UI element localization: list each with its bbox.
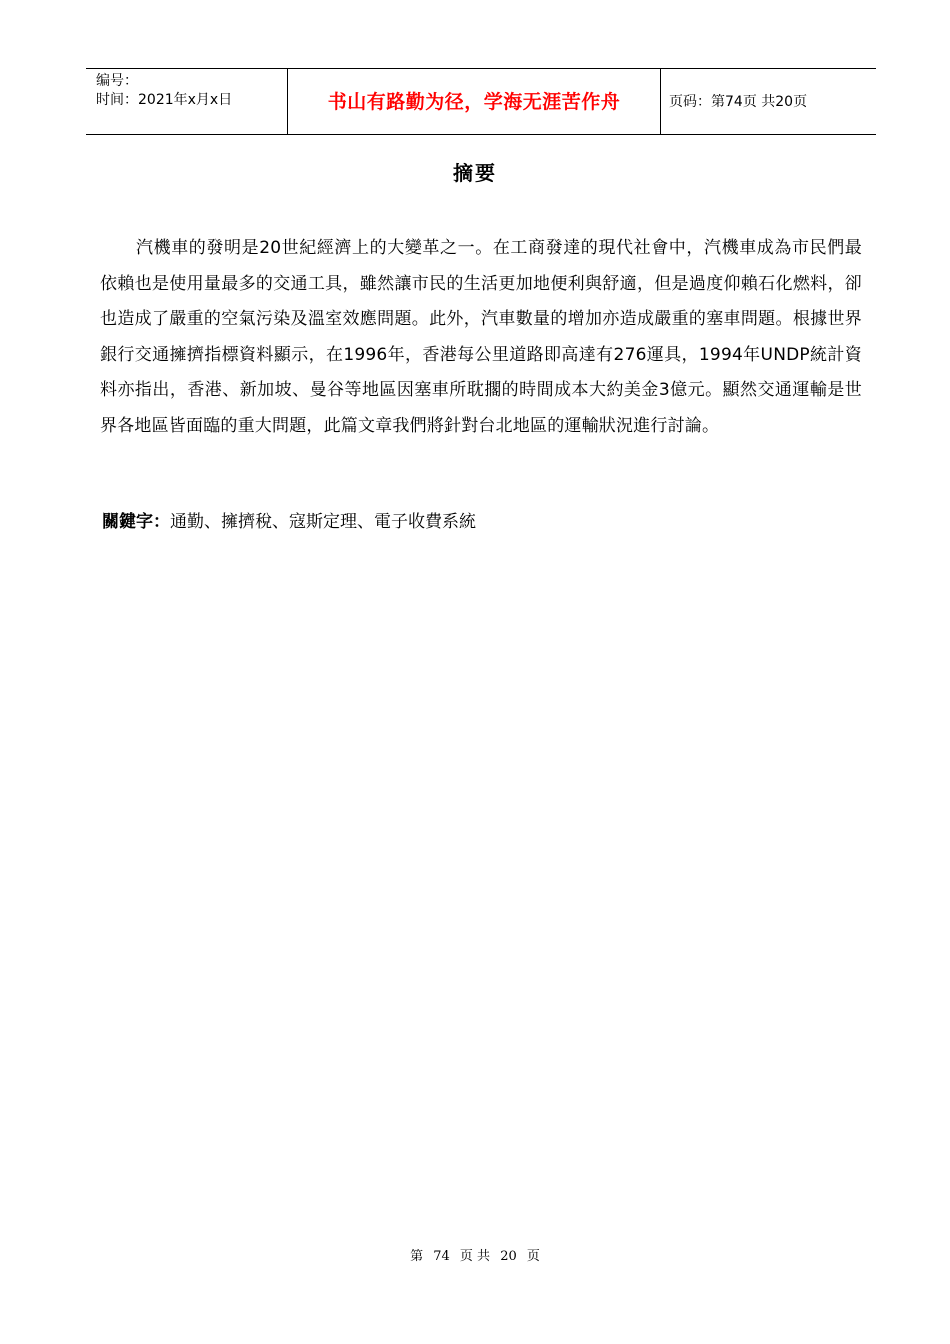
footer-prefix: 第 bbox=[410, 1249, 424, 1264]
header-motto: 书山有路勤为径，学海无涯苦作舟 bbox=[327, 91, 621, 113]
keywords-label: 關鍵字： bbox=[102, 512, 170, 532]
keywords-line bbox=[102, 508, 476, 536]
page-footer bbox=[0, 1245, 950, 1264]
header-divider-right bbox=[660, 69, 661, 135]
page-header bbox=[86, 68, 876, 135]
abstract-paragraph: 汽機車的發明是20世紀經濟上的大變革之一。在工商發達的現代社會中，汽機車成為市民們最依賴也是使用量最多的交通工具，雖然讓市民的生活更加地便利與舒適，但是過度仰賴石化燃料，卻也造成了嚴重的空氣污染及溫室效應問題。此外，汽車數量的增加亦造成嚴重的塞車問題。根據世界銀行交通擁擠指標資料顯示，在1996年，香港每公里道路即高達有276運具，1994年UNDP統計資料亦指出，香港、新加坡、曼谷等地區因塞車所耽擱的時間成本大約美金3億元。顯然交通運輸是世界各地區皆面臨的重大問題，此篇文章我們將針對台北地區的運輸狀況進行討論。 bbox=[100, 238, 862, 436]
footer-suffix: 页 bbox=[526, 1249, 540, 1264]
serial-label: 编号： bbox=[96, 73, 138, 89]
footer-page-number: 74 bbox=[433, 1249, 450, 1264]
footer-total-pages: 20 bbox=[500, 1249, 517, 1264]
footer-mid: 页 共 bbox=[459, 1249, 491, 1264]
header-page-label: 页码：第74页 共20页 bbox=[669, 94, 808, 110]
time-label: 时间：2021年x月x日 bbox=[96, 92, 233, 108]
keywords-text: 通勤、擁擠稅、寇斯定理、電子收費系統 bbox=[170, 512, 476, 532]
document-title: 摘要 bbox=[453, 161, 497, 185]
header-meta bbox=[96, 72, 286, 110]
